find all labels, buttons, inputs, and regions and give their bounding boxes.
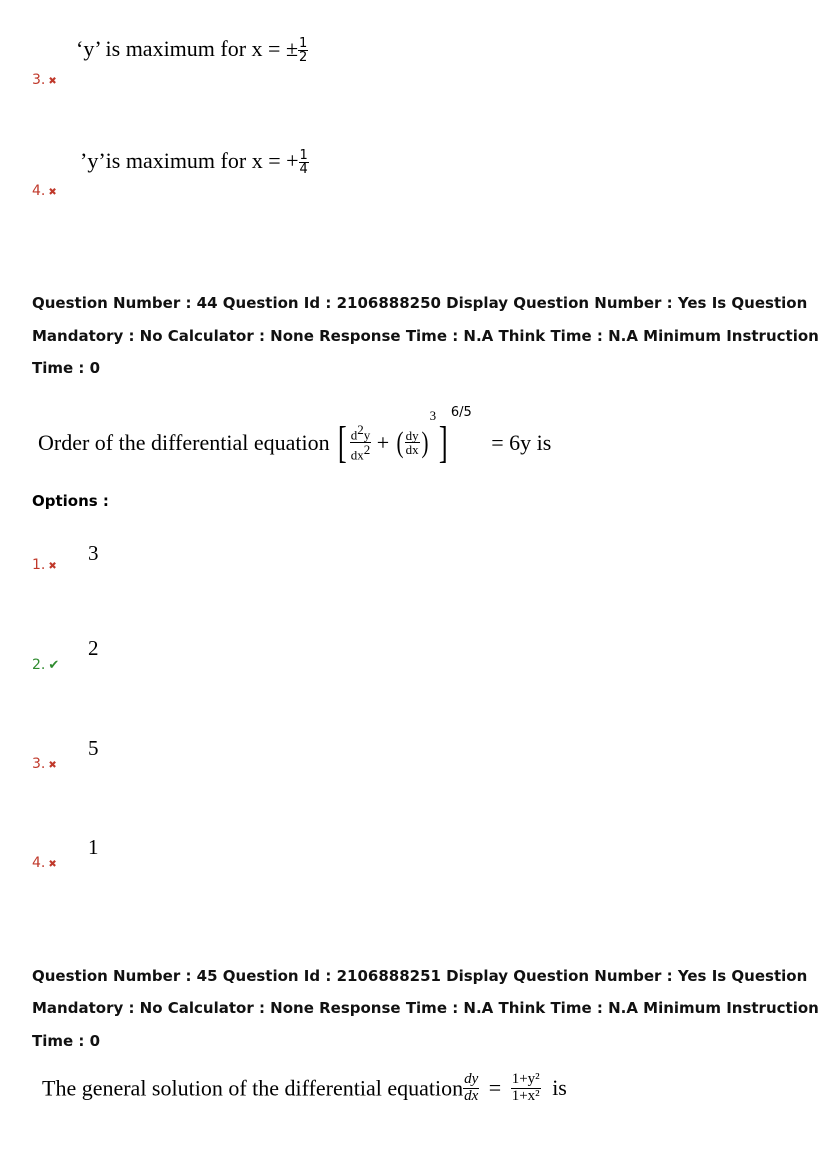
q45-question-stem: The general solution of the differential equation $\frac{dy}{dx}$ = $\frac{\text{1+y²}}{\text{1+x²}}$ is	[42, 1071, 567, 1104]
option-text: ’y’is maximum for x = + $\frac{1}{4}$	[80, 147, 308, 178]
option-value: 5	[88, 736, 99, 760]
option-number: 4. ✖	[32, 855, 57, 871]
option-number: 3. ✖	[32, 72, 57, 88]
cross-icon: ✖	[48, 76, 57, 87]
q45-meta-line-1: Question Number : 45 Question Id : 2106888251 Display Question Number : Yes Is Question	[32, 967, 808, 985]
q44-meta-line-1: Question Number : 44 Question Id : 2106888250 Display Question Number : Yes Is Question	[32, 294, 808, 312]
cross-icon: ✖	[48, 859, 57, 870]
cross-icon: ✖	[48, 760, 57, 771]
option-text: ‘y’ is maximum for x = ± $\frac{1}{2}$	[76, 35, 308, 66]
option-value: 2	[88, 636, 99, 660]
q44-question-stem: Order of the differential equation [ $\frac{d^2y}{dx^2}$ + ( $\frac{dy}{dx}$ )$^3$]$^{6/5}$ = 6y is	[38, 405, 552, 467]
option-value: 1	[88, 835, 99, 859]
option-number: 2. ✔	[32, 657, 60, 673]
q44-meta-line-3: Time : 0	[32, 359, 101, 377]
cross-icon: ✖	[48, 187, 57, 198]
option-number: 4. ✖	[32, 183, 57, 199]
check-icon: ✔	[48, 658, 60, 673]
option-number: 1. ✖	[32, 557, 57, 573]
cross-icon: ✖	[48, 561, 57, 572]
options-label: Options :	[32, 492, 109, 510]
q44-meta-line-2: Mandatory : No Calculator : None Response Time : N.A Think Time : N.A Minimum Instruction	[32, 327, 819, 345]
option-number: 3. ✖	[32, 756, 57, 772]
q45-meta-line-3: Time : 0	[32, 1032, 101, 1050]
q45-meta-line-2: Mandatory : No Calculator : None Response Time : N.A Think Time : N.A Minimum Instruction	[32, 999, 819, 1017]
option-value: 3	[88, 541, 99, 565]
